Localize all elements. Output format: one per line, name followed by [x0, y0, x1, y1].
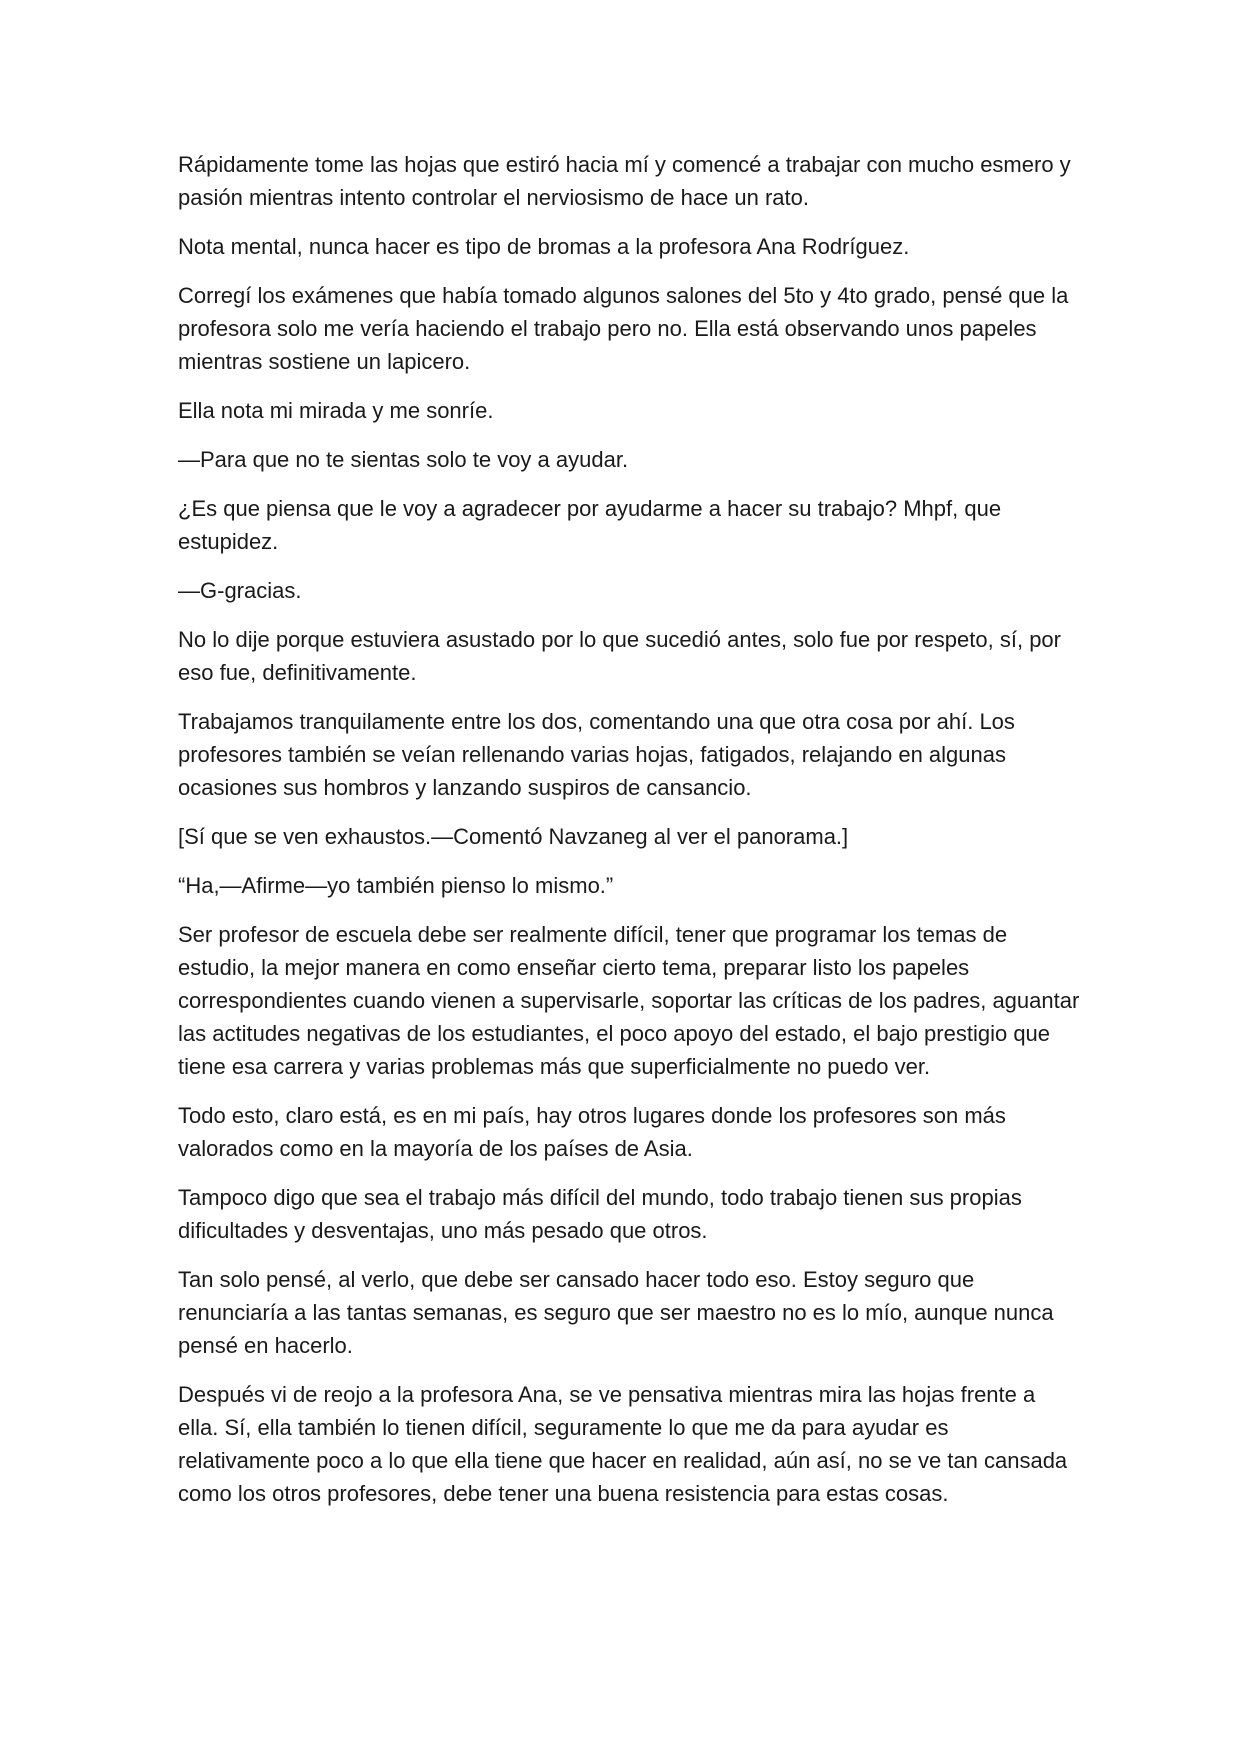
paragraph: Después vi de reojo a la profesora Ana, se ve pensativa mientras mira las hojas frente a ella. Sí, ella también lo tienen difícil, seguramente lo que me da para ayudar es relativamente poco a lo que ella tiene que hacer en realidad, aún así, no se ve tan cansada como los otros profesores, debe tener una buena resistencia para estas cosas.	[178, 1382, 1068, 1506]
paragraph: Tan solo pensé, al verlo, que debe ser cansado hacer todo eso. Estoy seguro que renunciaría a las tantas semanas, es seguro que ser maestro no es lo mío, aunque nunca pensé en hacerlo.	[178, 1267, 1054, 1358]
paragraph: ¿Es que piensa que le voy a agradecer por ayudarme a hacer su trabajo? Mhpf, que estupidez.	[178, 496, 1002, 554]
paragraph: Corregí los exámenes que había tomado algunos salones del 5to y 4to grado, pensé que la profesora solo me vería haciendo el trabajo pero no. Ella está observando unos papeles mientras sostiene un lapicero.	[178, 283, 1069, 374]
paragraph: Rápidamente tome las hojas que estiró hacia mí y comencé a trabajar con mucho esmero y pasión mientras intento controlar el nerviosismo de hace un rato.	[178, 152, 1071, 210]
paragraph: Todo esto, claro está, es en mi país, hay otros lugares donde los profesores son más valorados como en la mayoría de los países de Asia.	[178, 1103, 1006, 1161]
paragraph: Ella nota mi mirada y me sonríe.	[178, 398, 494, 423]
dialogue-line: —G-gracias.	[178, 578, 302, 603]
dialogue-line: —Para que no te sientas solo te voy a ayudar.	[178, 447, 629, 472]
paragraph: Nota mental, nunca hacer es tipo de bromas a la profesora Ana Rodríguez.	[178, 234, 910, 259]
paragraph: No lo dije porque estuviera asustado por lo que sucedió antes, solo fue por respeto, sí, por eso fue, definitivamente.	[178, 627, 1061, 685]
paragraph: Ser profesor de escuela debe ser realmente difícil, tener que programar los temas de estudio, la mejor manera en como enseñar cierto tema, preparar listo los papeles correspondientes cuando vienen a supervisarle, soportar las críticas de los padres, aguantar las actitudes negativas de los estudiantes, el poco apoyo del estado, el bajo prestigio que tiene esa carrera y varias problemas más que superficialmente no puedo ver.	[178, 922, 1080, 1079]
thought-line: “Ha,—Afirme—yo también pienso lo mismo.”	[178, 873, 614, 898]
system-message: [Sí que se ven exhaustos.—Comentó Navzaneg al ver el panorama.]	[178, 824, 849, 849]
paragraph: Trabajamos tranquilamente entre los dos, comentando una que otra cosa por ahí. Los profesores también se veían rellenando varias hojas, fatigados, relajando en algunas ocasiones sus hombros y lanzando suspiros de cansancio.	[178, 709, 1015, 800]
paragraph: Tampoco digo que sea el trabajo más difícil del mundo, todo trabajo tienen sus propias dificultades y desventajas, uno más pesado que otros.	[178, 1185, 1022, 1243]
document-body	[178, 148, 1080, 1526]
